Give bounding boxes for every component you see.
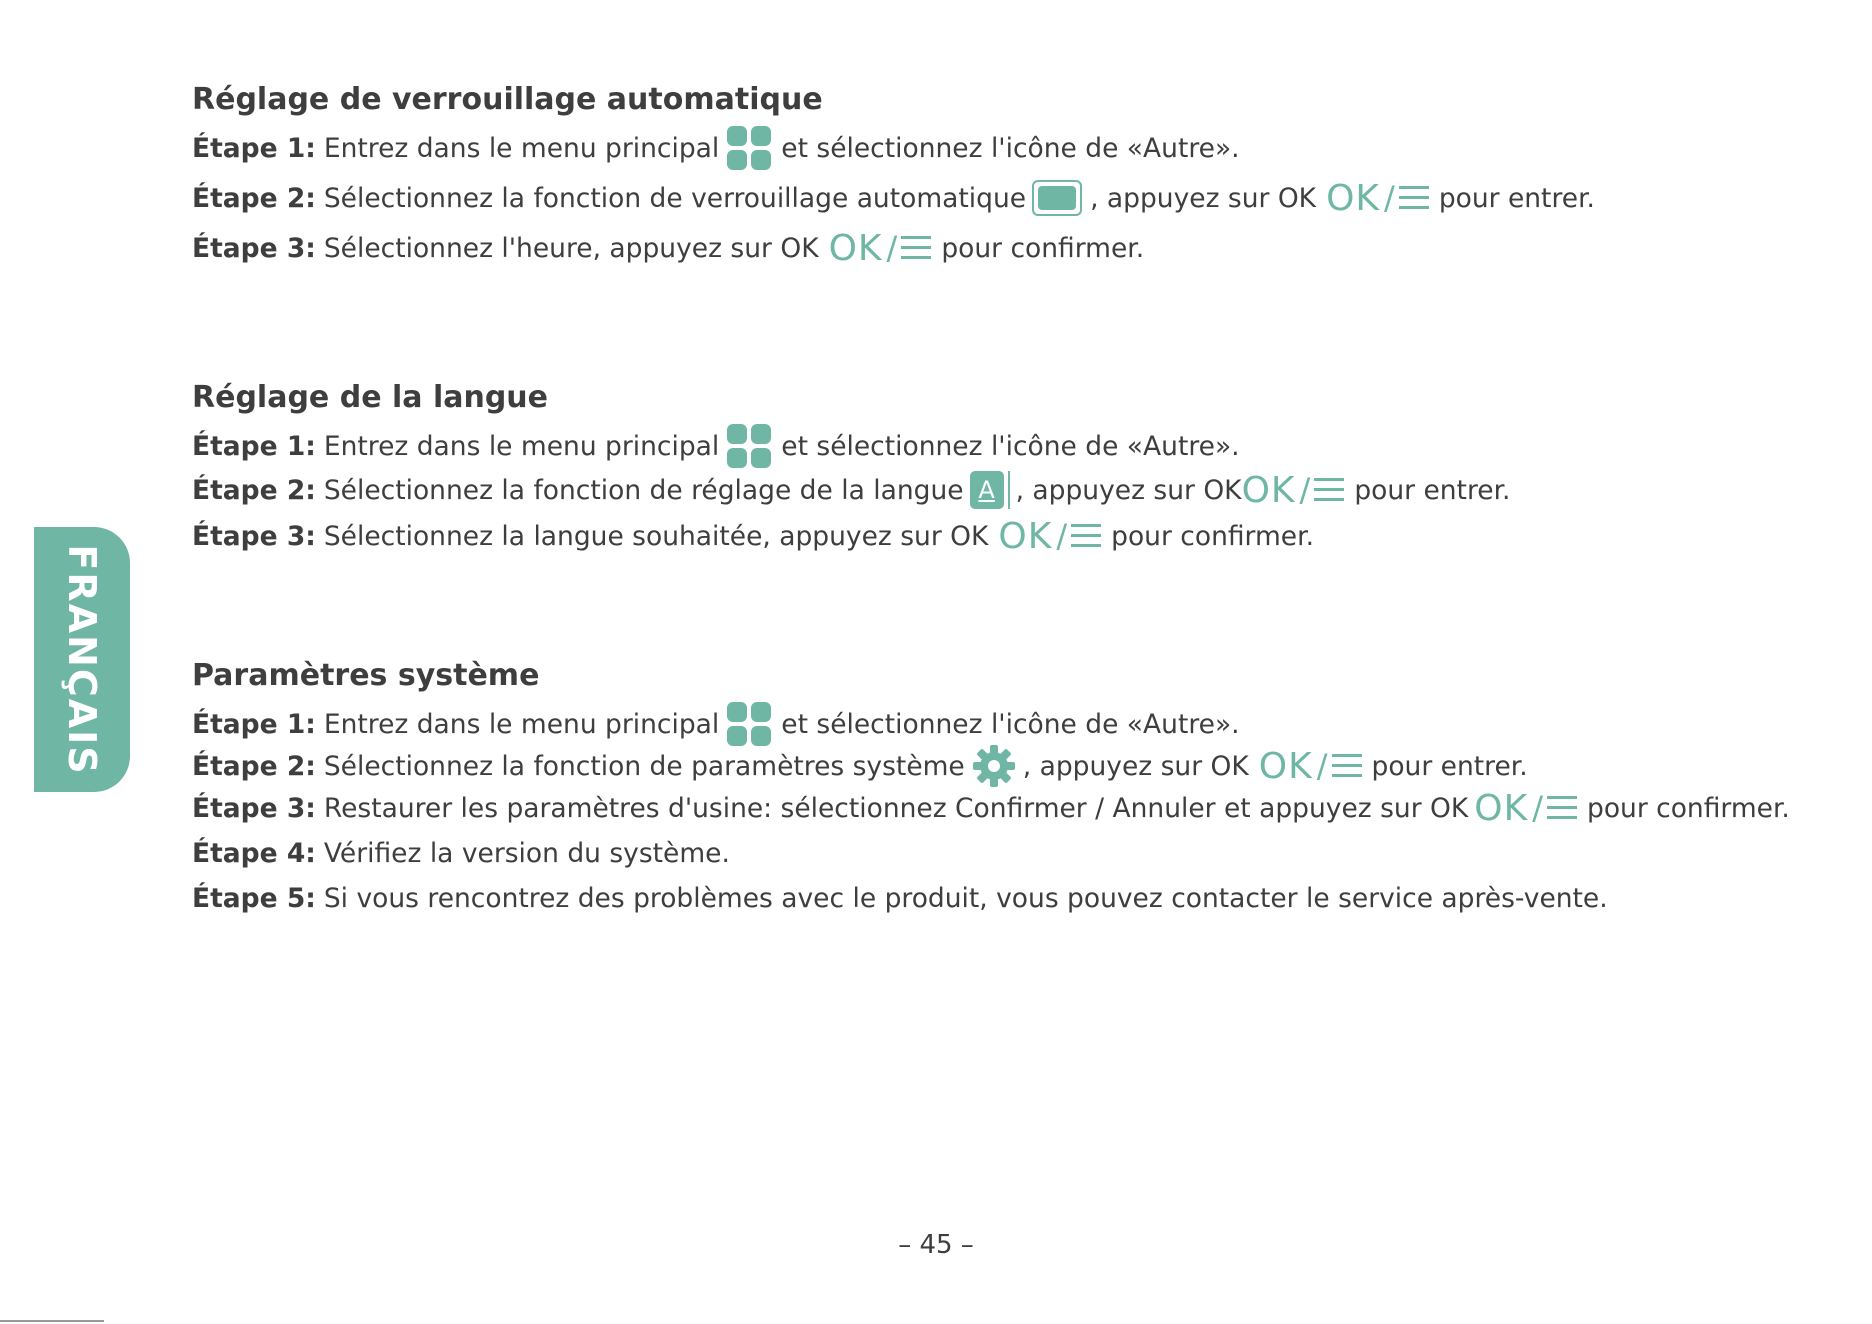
ok-button-icon: OK (1241, 469, 1296, 511)
step-text: pour confirmer. (1111, 520, 1314, 552)
step-2 (192, 744, 1528, 788)
menu-lines-icon (1314, 476, 1344, 504)
step-label: Étape 3: (192, 792, 316, 824)
language-icon-letter: A (970, 471, 1004, 509)
gear-icon (971, 743, 1017, 789)
step-2 (192, 176, 1595, 220)
step-text: Sélectionnez l'heure, appuyez sur OK (323, 232, 819, 264)
ok-button-icon: OK (998, 515, 1053, 557)
ok-slash: / (886, 229, 898, 267)
step-2 (192, 468, 1510, 512)
step-text: pour entrer. (1438, 182, 1595, 214)
step-label: Étape 2: (192, 182, 316, 214)
ok-button-icon: OK (828, 227, 883, 269)
step-text: et sélectionnez l'icône de «Autre». (781, 132, 1240, 164)
step-3 (192, 786, 1790, 830)
step-text: pour entrer. (1371, 750, 1528, 782)
ok-slash: / (1299, 471, 1311, 509)
step-3 (192, 226, 1144, 270)
step-text: et sélectionnez l'icône de «Autre». (781, 708, 1240, 740)
step-label: Étape 2: (192, 474, 316, 506)
step-5 (192, 876, 1608, 920)
menu-lines-icon (1071, 522, 1101, 550)
menu-lines-icon (1332, 752, 1362, 780)
grid-menu-icon (727, 424, 771, 468)
step-text: , appuyez sur OK (1015, 474, 1242, 506)
menu-lines-icon (1547, 794, 1577, 822)
step-text: Sélectionnez la fonction de paramètres système (323, 750, 965, 782)
grid-menu-icon (727, 126, 771, 170)
language-side-tab (34, 527, 130, 792)
step-text: Vérifiez la version du système. (323, 837, 730, 869)
step-label: Étape 5: (192, 882, 316, 914)
step-text: Sélectionnez la fonction de verrouillage automatique (323, 182, 1027, 214)
step-3 (192, 514, 1314, 558)
language-icon (970, 471, 1010, 509)
step-label: Étape 1: (192, 430, 316, 462)
step-1 (192, 424, 1240, 468)
step-text: pour confirmer. (1587, 792, 1790, 824)
ok-slash: / (1056, 517, 1068, 555)
ok-slash: / (1532, 789, 1543, 827)
step-label: Étape 1: (192, 708, 316, 740)
step-label: Étape 3: (192, 520, 316, 552)
auto-lock-icon (1032, 180, 1082, 216)
ok-slash: / (1316, 747, 1328, 785)
ok-slash: / (1384, 179, 1395, 217)
section-title-language: Réglage de la langue (192, 380, 549, 415)
grid-menu-icon (727, 702, 771, 746)
step-text: , appuyez sur OK (1022, 750, 1249, 782)
step-text: Sélectionnez la langue souhaitée, appuyez sur OK (323, 520, 989, 552)
crop-mark (0, 1320, 104, 1322)
step-text: Restaurer les paramètres d'usine: sélectionnez Confirmer / Annuler et appuyez sur OK (323, 792, 1469, 824)
step-label: Étape 3: (192, 232, 316, 264)
ok-button-icon: OK (1326, 177, 1381, 219)
step-label: Étape 1: (192, 132, 316, 164)
step-text: , appuyez sur OK (1090, 182, 1317, 214)
step-text: Si vous rencontrez des problèmes avec le produit, vous pouvez contacter le service après-vente. (323, 882, 1608, 914)
language-tab-label: FRANÇAIS (60, 543, 104, 776)
step-text: Sélectionnez la fonction de réglage de la langue (323, 474, 964, 506)
menu-lines-icon (1399, 184, 1429, 212)
step-label: Étape 4: (192, 837, 316, 869)
step-text: Entrez dans le menu principal (323, 708, 720, 740)
menu-lines-icon (901, 234, 931, 262)
step-1 (192, 702, 1240, 746)
step-text: Entrez dans le menu principal (323, 430, 720, 462)
step-1 (192, 126, 1240, 170)
step-label: Étape 2: (192, 750, 316, 782)
step-text: et sélectionnez l'icône de «Autre». (781, 430, 1240, 462)
step-4 (192, 831, 730, 875)
step-text: pour confirmer. (941, 232, 1145, 264)
step-text: Entrez dans le menu principal (323, 132, 720, 164)
section-title-auto-lock: Réglage de verrouillage automatique (192, 82, 823, 117)
ok-button-icon: OK (1474, 787, 1529, 829)
ok-button-icon: OK (1258, 745, 1313, 787)
section-title-system-settings: Paramètres système (192, 658, 540, 693)
step-text: pour entrer. (1354, 474, 1511, 506)
page-number: – 45 – (898, 1230, 974, 1260)
